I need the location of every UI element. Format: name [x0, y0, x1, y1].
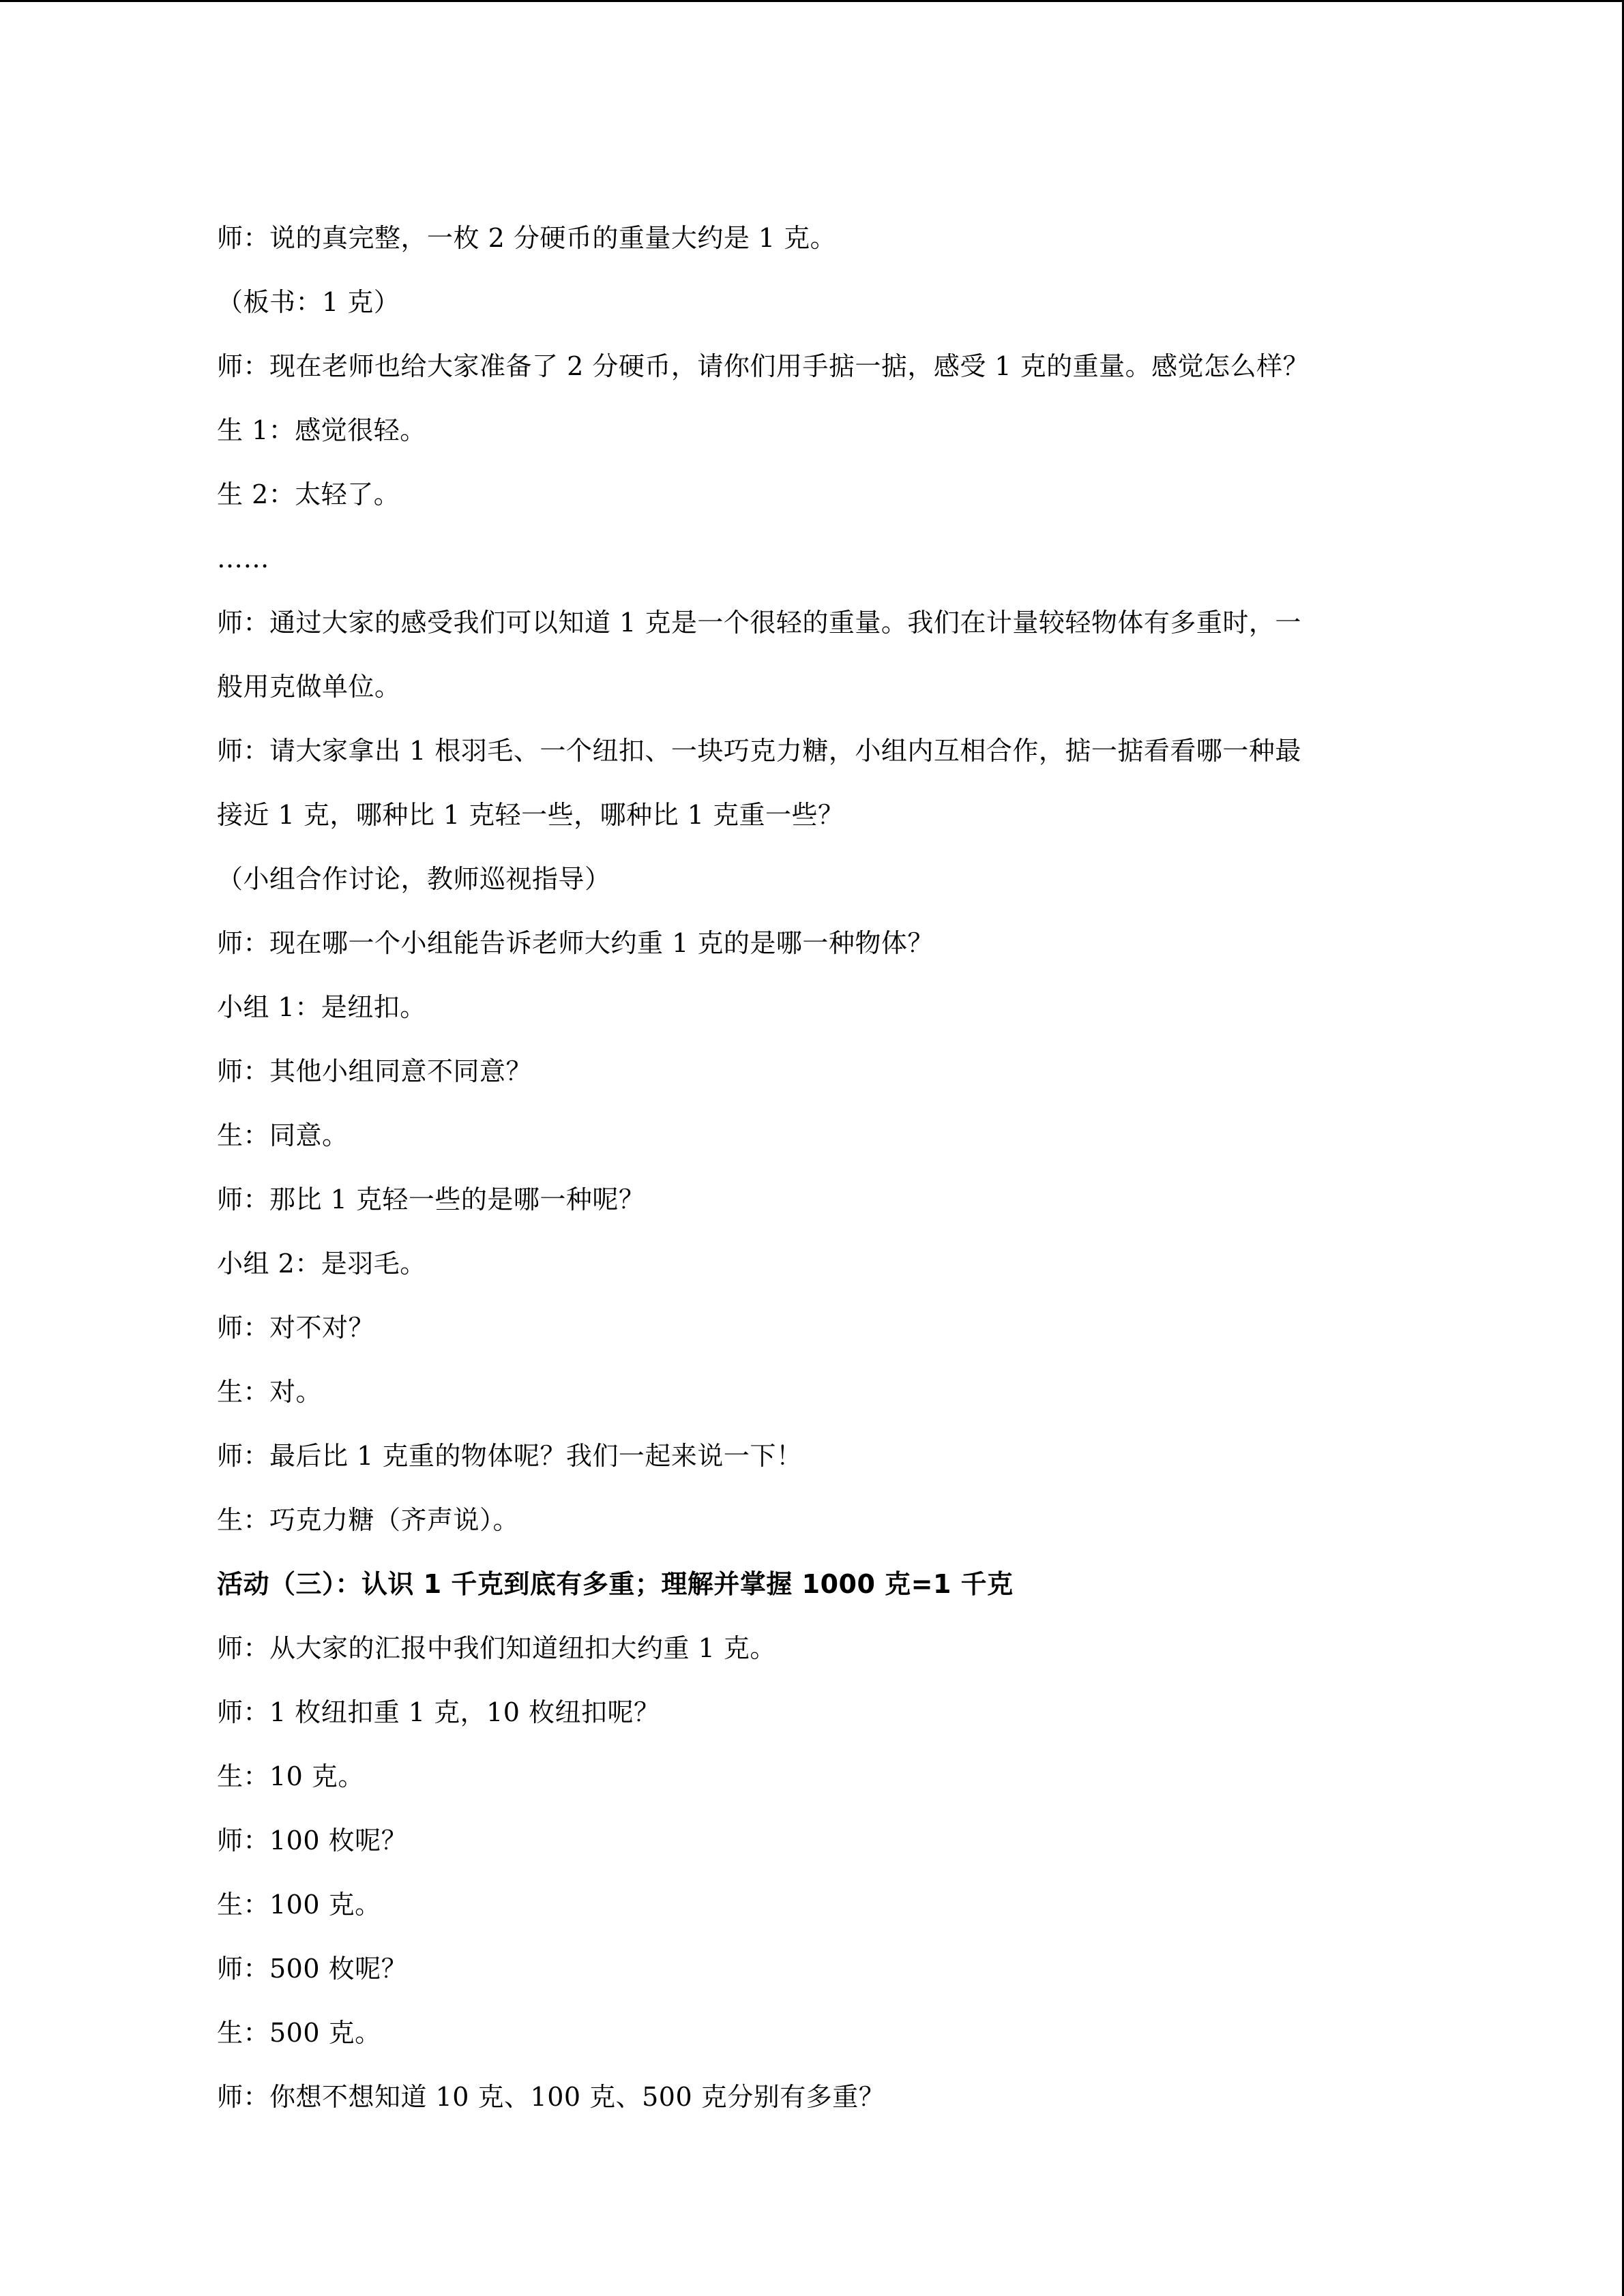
dialogue-line: 生 2：太轻了。 [217, 479, 400, 509]
dialogue-line: 师：通过大家的感受我们可以知道 1 克是一个很轻的重量。我们在计量较轻物体有多重时，一 [217, 608, 1301, 638]
stage-note: （小组合作讨论，教师巡视指导） [217, 864, 611, 894]
dialogue-line: 师：从大家的汇报中我们知道纽扣大约重 1 克。 [217, 1633, 776, 1663]
top-border [0, 0, 1624, 2]
dialogue-line: 师：现在老师也给大家准备了 2 分硬币，请你们用手掂一掂，感受 1 克的重量。感觉怎么样？ [217, 351, 1310, 381]
dialogue-line: 师：最后比 1 克重的物体呢？我们一起来说一下！ [217, 1441, 803, 1471]
dialogue-line: 师：对不对？ [217, 1313, 375, 1343]
board-note: （板书：1 克） [217, 287, 400, 317]
dialogue-line: 生 1：感觉很轻。 [217, 415, 426, 445]
dialogue-line: 师：500 枚呢？ [217, 1954, 408, 1984]
dialogue-line: 师：说的真完整，一枚 2 分硬币的重量大约是 1 克。 [217, 223, 837, 253]
dialogue-line: 师：现在哪一个小组能告诉老师大约重 1 克的是哪一种物体？ [217, 928, 934, 958]
dialogue-line: 师：那比 1 克轻一些的是哪一种呢？ [217, 1184, 645, 1214]
dialogue-line: 小组 1：是纽扣。 [217, 992, 426, 1022]
dialogue-line-continued: 接近 1 克，哪种比 1 克轻一些，哪种比 1 克重一些？ [217, 800, 844, 830]
dialogue-line: 师：请大家拿出 1 根羽毛、一个纽扣、一块巧克力糖，小组内互相合作，掂一掂看看哪一种最 [217, 736, 1301, 766]
dialogue-line: 小组 2：是羽毛。 [217, 1249, 426, 1279]
dialogue-line: 师：1 枚纽扣重 1 克，10 枚纽扣呢？ [217, 1697, 660, 1727]
dialogue-line: 师：其他小组同意不同意？ [217, 1056, 533, 1086]
dialogue-line: 生：巧克力糖（齐声说）。 [217, 1505, 520, 1535]
dialogue-line: 生：同意。 [217, 1120, 349, 1150]
dialogue-line: 生：10 克。 [217, 1761, 364, 1791]
ellipsis-line: …… [217, 543, 269, 573]
dialogue-line: 师：100 枚呢？ [217, 1825, 408, 1855]
dialogue-line: 师：你想不想知道 10 克、100 克、500 克分别有多重？ [217, 2082, 885, 2112]
section-heading: 活动（三）：认识 1 千克到底有多重；理解并掌握 1000 克=1 千克 [217, 1569, 1014, 1599]
document-body [217, 206, 1397, 2129]
dialogue-line-continued: 般用克做单位。 [217, 672, 401, 702]
dialogue-line: 生：500 克。 [217, 2018, 381, 2048]
dialogue-line: 生：对。 [217, 1377, 323, 1407]
dialogue-line: 生：100 克。 [217, 1890, 381, 1920]
